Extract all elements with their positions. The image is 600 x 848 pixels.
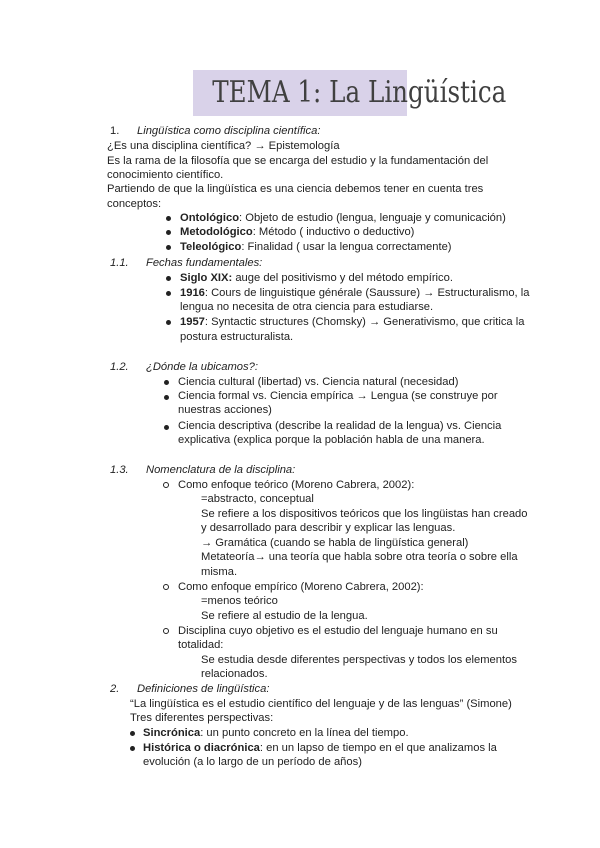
- perspective-item-continued: evolución (a lo largo de un período de años): [143, 756, 362, 768]
- concept-term: Metodológico: [180, 226, 253, 238]
- section-1-heading: Lingüística como disciplina científica:: [137, 125, 321, 137]
- page-title: TEMA 1: La Lingüística: [212, 75, 507, 110]
- perspective-item: [143, 741, 497, 755]
- bullet: [130, 746, 135, 751]
- perspective-text: : un punto concreto en la línea del tiempo.: [200, 727, 409, 739]
- circle-bullet: [163, 628, 169, 634]
- section-1-question: ¿Es una disciplina científica? → Epistemología: [107, 140, 340, 152]
- concept-text: : Finalidad ( usar la lengua correctamente): [241, 241, 452, 253]
- definition-quote: “La lingüística es el estudio científico del lenguaje y de las lenguas” (Simone): [130, 698, 512, 710]
- section-2-number: 2.: [110, 683, 120, 695]
- date-item-continued: postura estructuralista.: [180, 331, 294, 343]
- location-item-continued: explicativa (explica porque la población habla de una manera.: [178, 434, 485, 446]
- section-1-3-number: 1.3.: [110, 464, 129, 476]
- detail-line: Metateoría→ una teoría que habla sobre otra teoría o sobre ella: [201, 551, 518, 563]
- concept-item: [180, 240, 452, 254]
- bullet: [166, 276, 171, 281]
- circle-bullet: [163, 482, 169, 488]
- bullet: [166, 320, 171, 325]
- section-2-heading: Definiciones de lingüística:: [137, 683, 270, 695]
- bullet: [164, 425, 169, 430]
- nomenclature-item-continued: totalidad:: [178, 639, 224, 651]
- bullet: [130, 731, 135, 736]
- date-item: [180, 271, 453, 285]
- paragraph-line: Es la rama de la filosofía que se encarga del estudio y la fundamentación del: [107, 155, 489, 167]
- location-item: Ciencia cultural (libertad) vs. Ciencia natural (necesidad): [178, 376, 459, 388]
- bullet: [166, 291, 171, 296]
- bullet: [166, 245, 171, 250]
- perspectives-intro: Tres diferentes perspectivas:: [130, 712, 274, 724]
- bullet: [164, 380, 169, 385]
- nomenclature-item: Como enfoque teórico (Moreno Cabrera, 2002):: [178, 479, 415, 491]
- detail-line: Se refiere al estudio de la lengua.: [201, 610, 368, 622]
- paragraph-line: conceptos:: [107, 198, 162, 210]
- section-1-2-number: 1.2.: [110, 361, 129, 373]
- perspective-term: Histórica o diacrónica: [143, 742, 260, 754]
- detail-line: Se estudia desde diferentes perspectivas y todos los elementos: [201, 654, 517, 666]
- date-term: 1957: [180, 316, 205, 328]
- concept-term: Ontológico: [180, 212, 240, 224]
- perspective-item: [143, 726, 409, 740]
- section-1-1-number: 1.1.: [110, 257, 129, 269]
- date-item: [180, 286, 529, 300]
- nomenclature-item: Disciplina cuyo objetivo es el estudio del lenguaje humano en su: [178, 625, 498, 637]
- nomenclature-item: Como enfoque empírico (Moreno Cabrera, 2002):: [178, 581, 424, 593]
- location-item: Ciencia formal vs. Ciencia empírica → Lengua (se construye por: [178, 390, 498, 402]
- date-text: : Syntactic structures (Chomsky) → Generativismo, que critica la: [204, 316, 525, 328]
- detail-line: misma.: [201, 566, 238, 578]
- paragraph-line: Partiendo de que la lingüística es una ciencia debemos tener en cuenta tres: [107, 183, 484, 195]
- section-1-1-heading: Fechas fundamentales:: [146, 257, 263, 269]
- location-item-continued: nuestras acciones): [178, 404, 272, 416]
- date-text: : Cours de linguistique générale (Saussure) → Estructuralismo, la: [204, 287, 530, 299]
- perspective-term: Sincrónica: [143, 727, 201, 739]
- section-1-3-heading: Nomenclatura de la disciplina:: [146, 464, 296, 476]
- location-item: Ciencia descriptiva (describe la realidad de la lengua) vs. Ciencia: [178, 420, 502, 432]
- bullet: [164, 395, 169, 400]
- section-1-2-heading: ¿Dónde la ubicamos?:: [146, 361, 258, 373]
- detail-line: =menos teórico: [201, 595, 278, 607]
- detail-line: Se refiere a los dispositivos teóricos que los lingüistas han creado: [201, 508, 528, 520]
- detail-line: =abstracto, conceptual: [201, 493, 314, 505]
- date-item: [180, 315, 524, 329]
- detail-line: relacionados.: [201, 668, 268, 680]
- concept-item: [180, 225, 414, 239]
- detail-line: → Gramática (cuando se habla de lingüística general): [201, 537, 469, 549]
- detail-line: y desarrollado para describir y explicar las lenguas.: [201, 522, 456, 534]
- perspective-text: : en un lapso de tiempo en el que analizamos la: [259, 742, 497, 754]
- paragraph-line: conocimiento científico.: [107, 169, 224, 181]
- bullet: [166, 216, 171, 221]
- concept-text: : Objeto de estudio (lengua, lenguaje y comunicación): [239, 212, 506, 224]
- date-text: auge del positivismo y del método empírico.: [232, 272, 453, 284]
- concept-text: : Método ( inductivo o deductivo): [252, 226, 415, 238]
- date-item-continued: lengua no necesita de otra ciencia para estudiarse.: [180, 301, 434, 313]
- section-1-number: 1.: [110, 125, 120, 137]
- date-term: 1916: [180, 287, 205, 299]
- bullet: [166, 230, 171, 235]
- date-term: Siglo XIX:: [180, 272, 233, 284]
- concept-item: [180, 211, 506, 225]
- concept-term: Teleológico: [180, 241, 242, 253]
- circle-bullet: [163, 584, 169, 590]
